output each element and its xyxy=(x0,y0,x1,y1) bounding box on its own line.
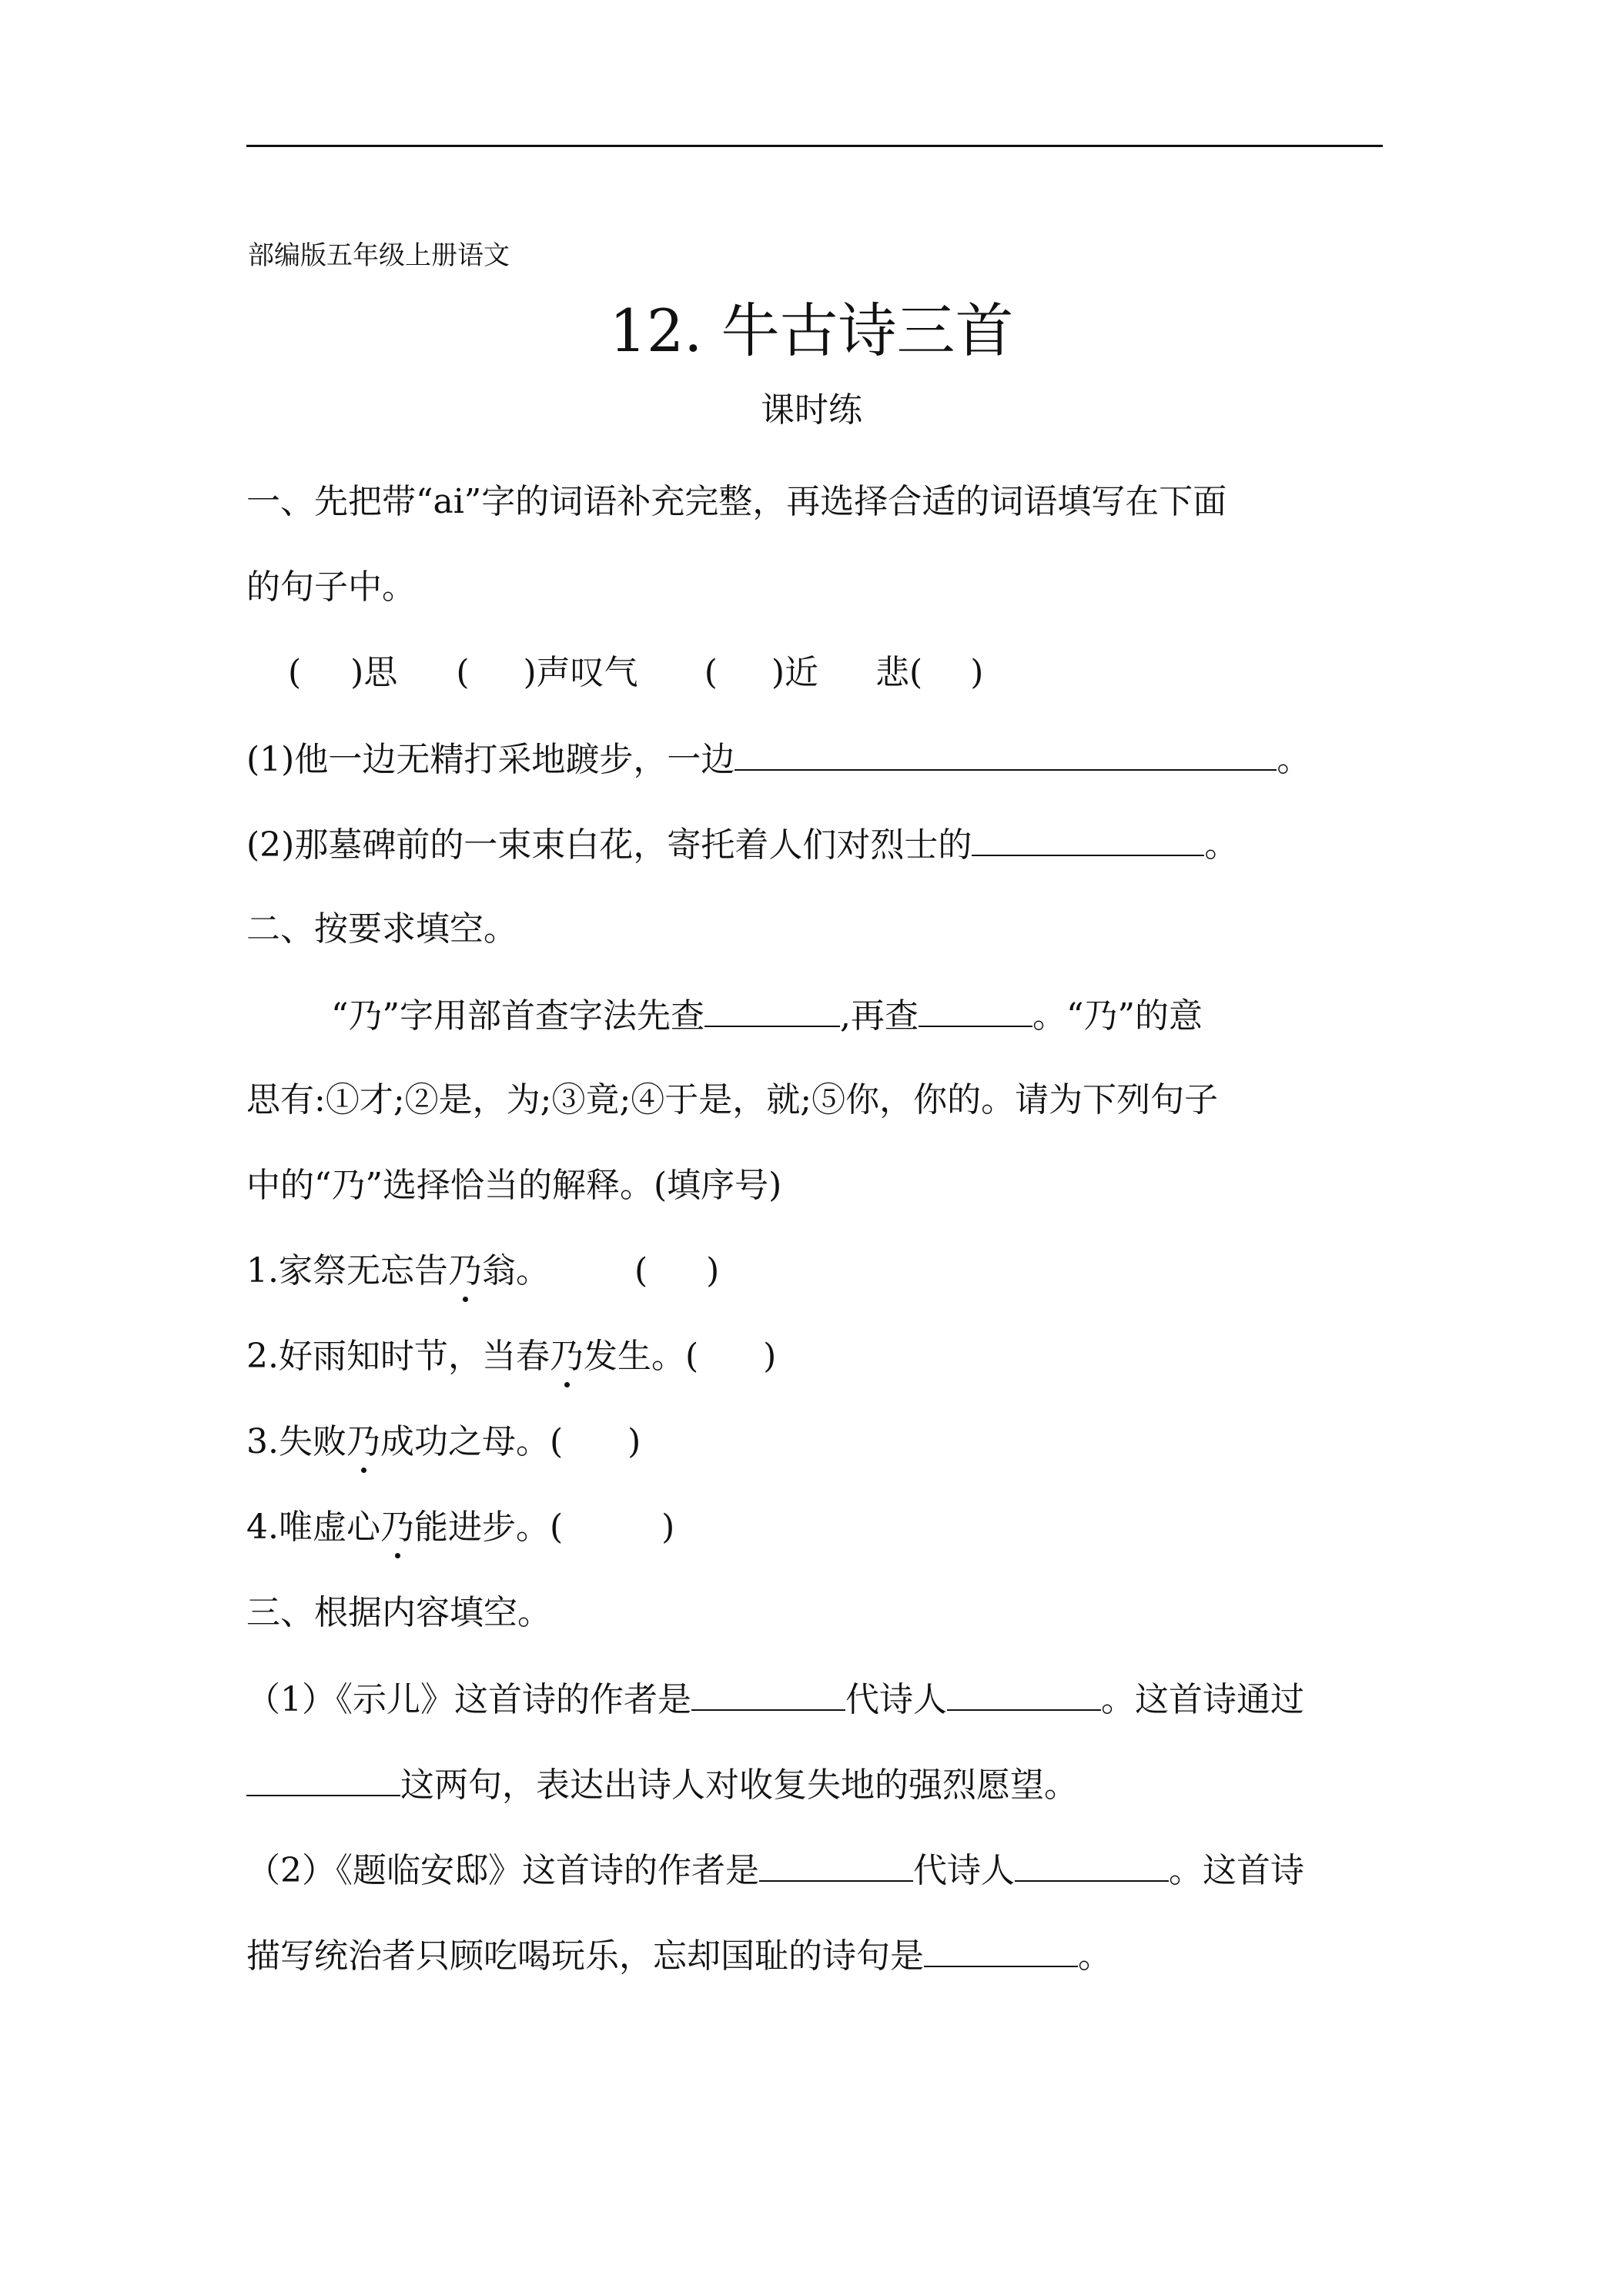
item1-paren-close: ) xyxy=(706,1251,720,1290)
shier-question-line2 xyxy=(246,1761,1078,1809)
item3-before: 3.失败 xyxy=(246,1422,346,1461)
item3-paren-close: ) xyxy=(627,1422,641,1461)
word3-rest: )近 xyxy=(771,653,819,692)
tilinan-text-c: 。这首诗 xyxy=(1169,1851,1304,1890)
item4-after: 能进步。 xyxy=(413,1508,550,1547)
section1-question1 xyxy=(246,735,1310,783)
item2-paren-close: ) xyxy=(763,1337,777,1376)
section2-intro-line2: 思有:①才;②是，为;③竟;④于是，就;⑤你，你的。请为下列句子 xyxy=(246,1080,1219,1120)
tilinan-line2-end: 。 xyxy=(1078,1936,1112,1976)
tilinan-text-b: 代诗人 xyxy=(913,1851,1015,1890)
nai-item-3 xyxy=(246,1419,641,1465)
item1-after: 翁。 xyxy=(481,1251,550,1290)
nai-item-2 xyxy=(246,1334,776,1380)
section1-heading-line1: 一、先把带“ai”字的词语补充完整，再选择合适的词语填写在下面 xyxy=(246,482,1227,521)
word2-rest: )声叹气 xyxy=(523,653,638,692)
item4-paren-close: ) xyxy=(661,1508,675,1547)
q2-end: 。 xyxy=(1204,825,1239,865)
shier-text-a: （1）《示儿》这首诗的作者是 xyxy=(246,1680,691,1719)
intro-text-b: ,再查 xyxy=(840,996,919,1036)
tilinan-verse-blank[interactable] xyxy=(924,1932,1078,1967)
strokes-blank[interactable] xyxy=(919,992,1032,1027)
page-title: 12. 牛古诗三首 xyxy=(609,296,1014,365)
q2-answer-blank[interactable] xyxy=(972,821,1204,856)
item2-after: 发生。 xyxy=(583,1337,685,1376)
item1-emphasized-char: 乃 xyxy=(448,1248,482,1294)
tilinan-text-a: （2）《题临安邸》这首诗的作者是 xyxy=(246,1851,759,1890)
intro-text-a: “乃”字用部首查字法先查 xyxy=(331,996,704,1036)
shier-text-c: 。这首诗通过 xyxy=(1101,1680,1304,1719)
q1-end: 。 xyxy=(1277,740,1311,779)
series-label: 部编版五年级上册语文 xyxy=(248,240,510,271)
tilinan-line2-text: 描写统治者只顾吃喝玩乐，忘却国耻的诗句是 xyxy=(246,1936,924,1976)
radical-blank[interactable] xyxy=(704,992,840,1027)
nai-item-1 xyxy=(246,1248,719,1294)
item4-paren-open: ( xyxy=(549,1508,564,1547)
shier-line2-text: 这两句，表达出诗人对收复失地的强烈愿望。 xyxy=(400,1766,1078,1805)
nai-item-4 xyxy=(246,1504,674,1551)
tilinan-poet-blank[interactable] xyxy=(1015,1846,1169,1882)
q1-text: (1)他一边无精打采地踱步，一边 xyxy=(246,740,735,779)
word2-open: ( xyxy=(456,653,470,692)
section2-intro-line1 xyxy=(331,992,1203,1039)
header-rule xyxy=(246,145,1383,147)
section2-heading: 二、按要求填空。 xyxy=(246,909,517,949)
shier-lines-blank[interactable] xyxy=(246,1761,400,1796)
q2-text: (2)那墓碑前的一束束白花，寄托着人们对烈士的 xyxy=(246,825,972,865)
section1-heading-line2: 的句子中。 xyxy=(246,567,416,607)
item2-paren-open: ( xyxy=(684,1337,699,1376)
section3-heading: 三、根据内容填空。 xyxy=(246,1593,551,1632)
section1-question2 xyxy=(246,821,1238,869)
item4-emphasized-char: 乃 xyxy=(380,1504,414,1551)
word-blanks-row xyxy=(288,650,983,696)
tilinan-question-line1 xyxy=(246,1846,1304,1894)
item4-before: 4.唯虚心 xyxy=(246,1508,380,1547)
shier-dynasty-blank[interactable] xyxy=(691,1675,845,1711)
item1-before: 1.家祭无忘告 xyxy=(246,1251,448,1290)
item1-paren-open: ( xyxy=(634,1251,648,1290)
intro-text-c: 。“乃”的意 xyxy=(1032,996,1203,1036)
shier-poet-blank[interactable] xyxy=(947,1675,1101,1711)
q1-answer-blank[interactable] xyxy=(735,735,1277,771)
section2-intro-line3: 中的“乃”选择恰当的解释。(填序号) xyxy=(246,1166,782,1205)
tilinan-dynasty-blank[interactable] xyxy=(759,1846,913,1882)
word4-open: 悲( xyxy=(875,653,923,692)
shier-text-b: 代诗人 xyxy=(845,1680,947,1719)
word4-close: ) xyxy=(970,653,984,692)
page-subtitle: 课时练 xyxy=(761,390,862,430)
word1-open: ( xyxy=(288,653,302,692)
shier-question-line1 xyxy=(246,1675,1304,1723)
item3-emphasized-char: 乃 xyxy=(346,1419,380,1465)
item2-emphasized-char: 乃 xyxy=(550,1334,584,1380)
word1-rest: )思 xyxy=(350,653,398,692)
item3-paren-open: ( xyxy=(549,1422,564,1461)
tilinan-question-line2 xyxy=(246,1932,1112,1980)
item2-before: 2.好雨知时节，当春 xyxy=(246,1337,550,1376)
word3-open: ( xyxy=(704,653,718,692)
item3-after: 成功之母。 xyxy=(380,1422,550,1461)
